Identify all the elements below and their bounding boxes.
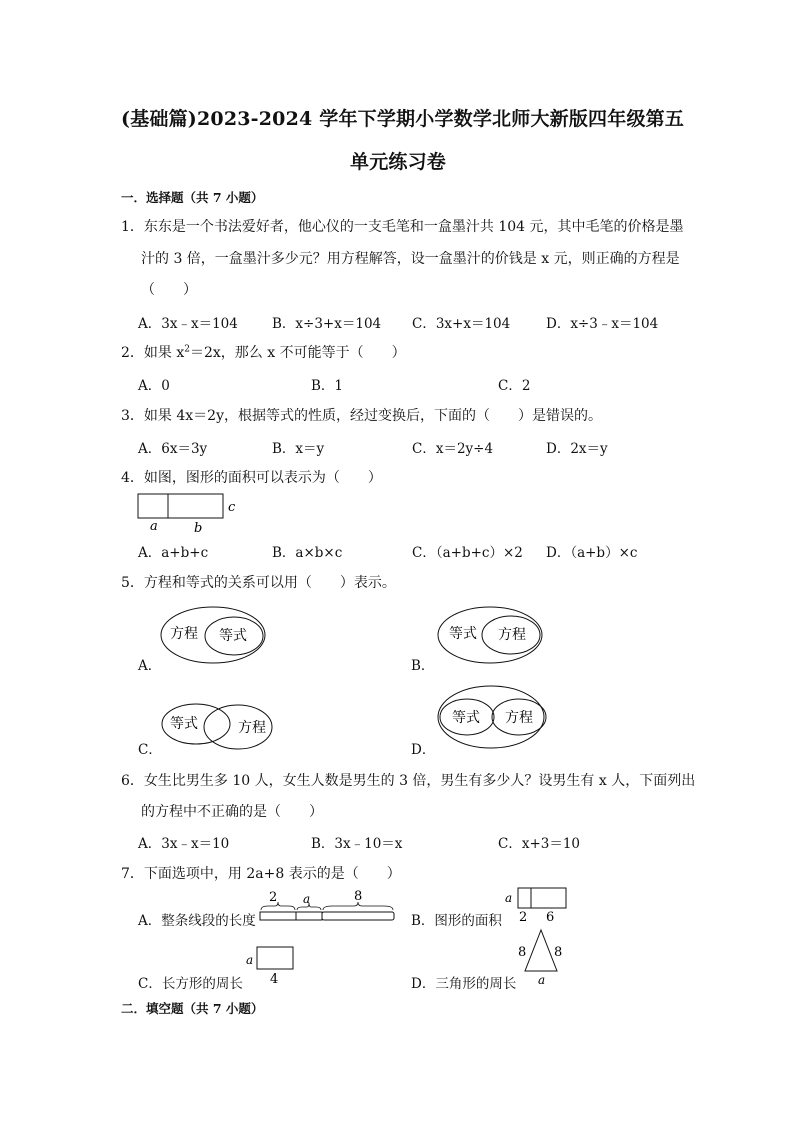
q2-option-a[interactable]: A．0 bbox=[138, 378, 170, 394]
q7-option-c[interactable]: C．长方形的周长 bbox=[138, 976, 243, 992]
page-title-line2: 单元练习卷 bbox=[350, 151, 447, 173]
q5-b-label-equation: 方程 bbox=[498, 627, 526, 643]
q7d-label-left: 8 bbox=[518, 945, 527, 960]
q5-venn-a[interactable] bbox=[158, 604, 270, 666]
q1-option-a[interactable]: A．3x﹣x＝104 bbox=[138, 316, 238, 332]
q4-option-a[interactable]: A．a+b+c bbox=[138, 545, 209, 561]
q5-c-label-equality: 等式 bbox=[170, 716, 198, 732]
q2-option-b[interactable]: B．1 bbox=[311, 378, 344, 394]
q7-figure-b-rectangle bbox=[503, 885, 571, 925]
q7-option-b[interactable]: B．图形的面积 bbox=[411, 913, 502, 929]
q4-label-a: a bbox=[150, 519, 158, 534]
q4-option-d[interactable]: D．（a+b）×c bbox=[546, 545, 638, 561]
q5-b-label-equality: 等式 bbox=[449, 626, 477, 642]
q5-c-label-equation: 方程 bbox=[238, 720, 266, 736]
q5-d-label-equality: 等式 bbox=[452, 710, 480, 726]
question-4: 4．如图，图形的面积可以表示为（ ） bbox=[121, 470, 382, 486]
question-2-prefix: 2．如果 x bbox=[121, 345, 185, 361]
q7-figure-a-segment bbox=[258, 888, 400, 926]
q7a-label-8: 8 bbox=[354, 889, 363, 904]
q5-venn-b[interactable] bbox=[435, 604, 547, 666]
q4-outer-rect bbox=[138, 494, 223, 518]
q5-a-label-equality: 等式 bbox=[219, 628, 247, 644]
question-1-line1: 1．东东是一个书法爱好者，他心仪的一支毛笔和一盒墨汁共 104 元，其中毛笔的价格是墨 bbox=[121, 219, 684, 235]
q1-option-d[interactable]: D．x÷3﹣x＝104 bbox=[546, 316, 659, 332]
q7b-label-6: 6 bbox=[546, 910, 555, 925]
q2-option-c[interactable]: C．2 bbox=[498, 378, 531, 394]
q5-venn-d[interactable] bbox=[436, 684, 548, 750]
question-2 bbox=[121, 342, 406, 362]
question-1-line3: （ ） bbox=[141, 282, 197, 298]
q7d-triangle bbox=[525, 930, 557, 971]
question-5: 5．方程和等式的关系可以用（ ）表示。 bbox=[121, 575, 396, 591]
section-heading-fill: 二．填空题（共 7 小题） bbox=[121, 1001, 264, 1016]
q7b-label-a: a bbox=[505, 891, 513, 905]
q5-option-d[interactable]: D． bbox=[411, 742, 436, 758]
q7-option-d[interactable]: D．三角形的周长 bbox=[411, 976, 517, 992]
q7-figure-c-rectangle bbox=[244, 944, 300, 988]
q4-label-c: c bbox=[228, 500, 236, 515]
q5-d-label-equation: 方程 bbox=[505, 710, 533, 726]
q7a-brace-2 bbox=[261, 902, 295, 910]
question-6-line1: 6．女生比男生多 10 人，女生人数是男生的 3 倍，男生有多少人？设男生有 x 人，下面列出 bbox=[121, 773, 696, 789]
q3-option-b[interactable]: B．x＝y bbox=[272, 441, 325, 457]
question-2-suffix: ＝2x，那么 x 不可能等于（ ） bbox=[190, 345, 406, 361]
question-7: 7．下面选项中，用 2a+8 表示的是（ ） bbox=[121, 866, 401, 882]
q7a-seg-a bbox=[296, 912, 322, 920]
q1-option-c[interactable]: C．3x+x＝104 bbox=[412, 316, 511, 332]
question-2-sup: 2 bbox=[184, 344, 190, 355]
q7c-rect bbox=[257, 947, 293, 969]
q4-rectangle-figure bbox=[136, 492, 246, 534]
q7d-label-right: 8 bbox=[554, 945, 563, 960]
q5-venn-c[interactable] bbox=[160, 700, 276, 752]
q4-option-c[interactable]: C．（a+b+c）×2 bbox=[412, 545, 523, 561]
q7c-label-4: 4 bbox=[270, 972, 279, 987]
q5-option-c[interactable]: C． bbox=[138, 742, 162, 758]
q7-option-a[interactable]: A．整条线段的长度 bbox=[138, 913, 256, 929]
q3-option-d[interactable]: D．2x＝y bbox=[546, 441, 608, 457]
q3-option-a[interactable]: A．6x＝3y bbox=[138, 441, 208, 457]
q7b-label-2: 2 bbox=[519, 910, 528, 925]
question-3: 3．如果 4x＝2y，根据等式的性质，经过变换后，下面的（ ）是错误的。 bbox=[121, 408, 602, 424]
q7c-label-a: a bbox=[246, 953, 254, 967]
q6-option-a[interactable]: A．3x﹣x＝10 bbox=[138, 836, 230, 852]
question-1-line2: 汁的 3 倍，一盒墨汁多少元？用方程解答，设一盒墨汁的价钱是 x 元，则正确的方程是 bbox=[141, 251, 680, 267]
q5-a-label-equation: 方程 bbox=[170, 626, 198, 642]
q5-option-b[interactable]: B． bbox=[411, 658, 435, 674]
question-6-line2: 的方程中不正确的是（ ） bbox=[141, 804, 323, 820]
section-heading-choice: 一．选择题（共 7 小题） bbox=[121, 190, 264, 205]
q7-figure-d-triangle bbox=[515, 926, 569, 988]
q7b-outer-rect bbox=[518, 888, 566, 908]
q4-option-b[interactable]: B．a×b×c bbox=[272, 545, 343, 561]
q7a-label-2: 2 bbox=[269, 890, 278, 905]
q3-option-c[interactable]: C．x＝2y÷4 bbox=[412, 441, 494, 457]
q6-option-b[interactable]: B．3x﹣10＝x bbox=[311, 836, 403, 852]
q4-label-b: b bbox=[194, 521, 203, 534]
q6-option-c[interactable]: C．x+3＝10 bbox=[498, 836, 581, 852]
q1-option-b[interactable]: B．x÷3+x＝104 bbox=[272, 316, 382, 332]
q7d-label-base: a bbox=[538, 973, 546, 987]
q7a-seg-8 bbox=[322, 912, 394, 920]
q7a-label-a: a bbox=[303, 892, 311, 906]
page-title: (基础篇)2023-2024 学年下学期小学数学北师大新版四年级第五 bbox=[121, 108, 685, 130]
q7a-seg-2 bbox=[260, 912, 296, 920]
q5-option-a[interactable]: A． bbox=[138, 658, 162, 674]
